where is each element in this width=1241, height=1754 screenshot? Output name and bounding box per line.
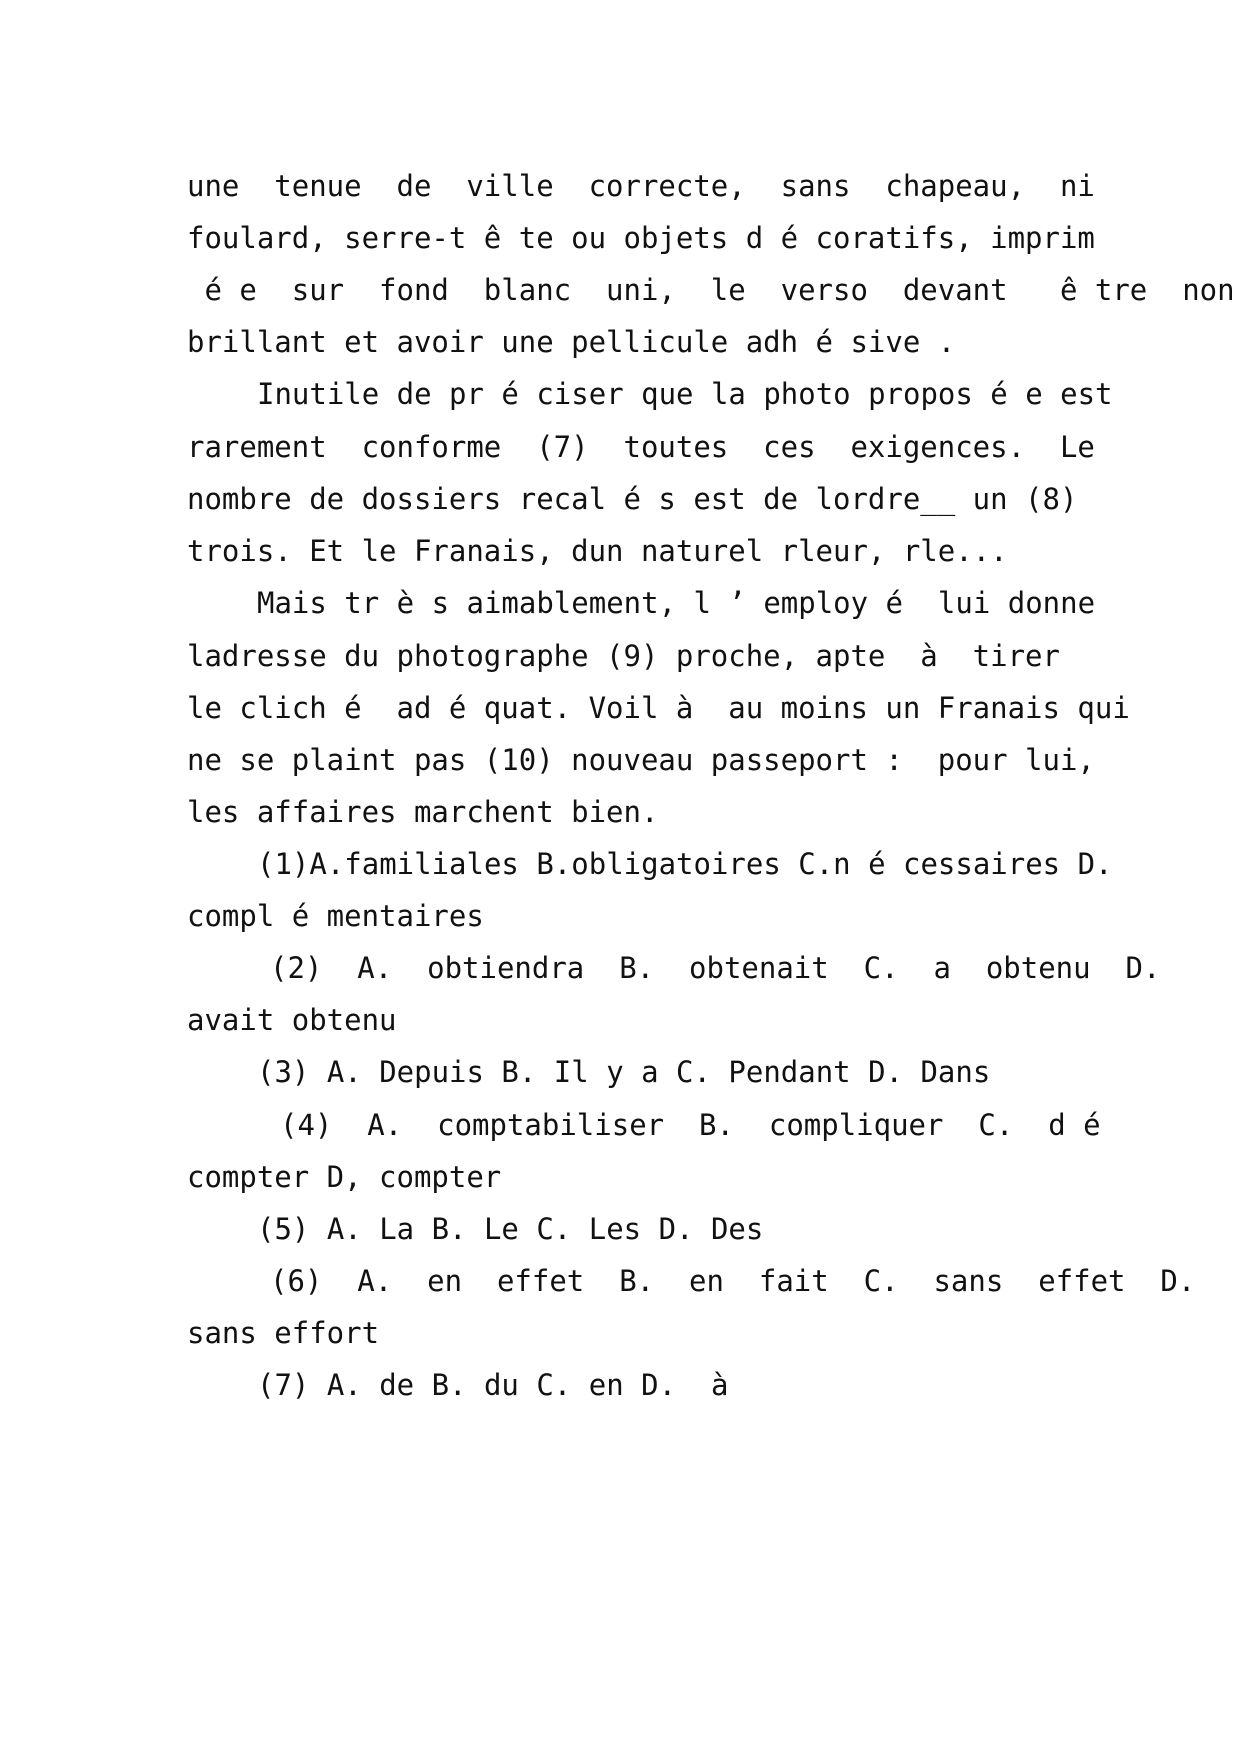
text-line: Inutile de pr é ciser que la photo propos é e est [257, 377, 1113, 411]
question-option-line: (2) A. obtiendra B. obtenait C. a obtenu D. [270, 951, 1161, 985]
question-option-line: (7) A. de B. du C. en D. à [257, 1368, 729, 1402]
text-line: Mais tr è s aimablement, l ’ employ é lui donne [257, 586, 1096, 620]
question-option-line: (1)A.familiales B.obligatoires C.n é cessaires D. [257, 847, 1113, 881]
question-option-line: compl é mentaires [187, 899, 484, 933]
text-line: ladresse du photographe (9) proche, apte à tirer [187, 639, 1060, 673]
text-line: brillant et avoir une pellicule adh é sive . [187, 325, 956, 359]
question-option-line: (4) A. comptabiliser B. compliquer C. d é [280, 1108, 1101, 1142]
text-line: une tenue de ville correcte, sans chapeau, ni [187, 169, 1095, 203]
text-line: le clich é ad é quat. Voil à au moins un Franais qui [187, 691, 1130, 725]
text-line: rarement conforme (7) toutes ces exigences. Le [187, 430, 1095, 464]
question-option-line: (6) A. en effet B. en fait C. sans effet D. [270, 1264, 1196, 1298]
text-line: foulard, serre-t ê te ou objets d é coratifs, imprim [187, 221, 1095, 255]
text-line: ne se plaint pas (10) nouveau passeport : pour lui, [187, 743, 1095, 777]
text-line: trois. Et le Franais, dun naturel rleur, rle... [187, 534, 1008, 568]
text-line: les affaires marchent bien. [187, 795, 659, 829]
question-option-line: avait obtenu [187, 1003, 397, 1037]
question-option-line: (3) A. Depuis B. Il y a C. Pendant D. Dans [257, 1055, 991, 1089]
text-line: é e sur fond blanc uni, le verso devant ê tre non [187, 273, 1235, 307]
question-option-line: compter D, compter [187, 1160, 502, 1194]
question-option-line: (5) A. La B. Le C. Les D. Des [257, 1212, 764, 1246]
question-option-line: sans effort [187, 1316, 380, 1350]
text-line: nombre de dossiers recal é s est de lordre__ un (8) [187, 482, 1078, 516]
